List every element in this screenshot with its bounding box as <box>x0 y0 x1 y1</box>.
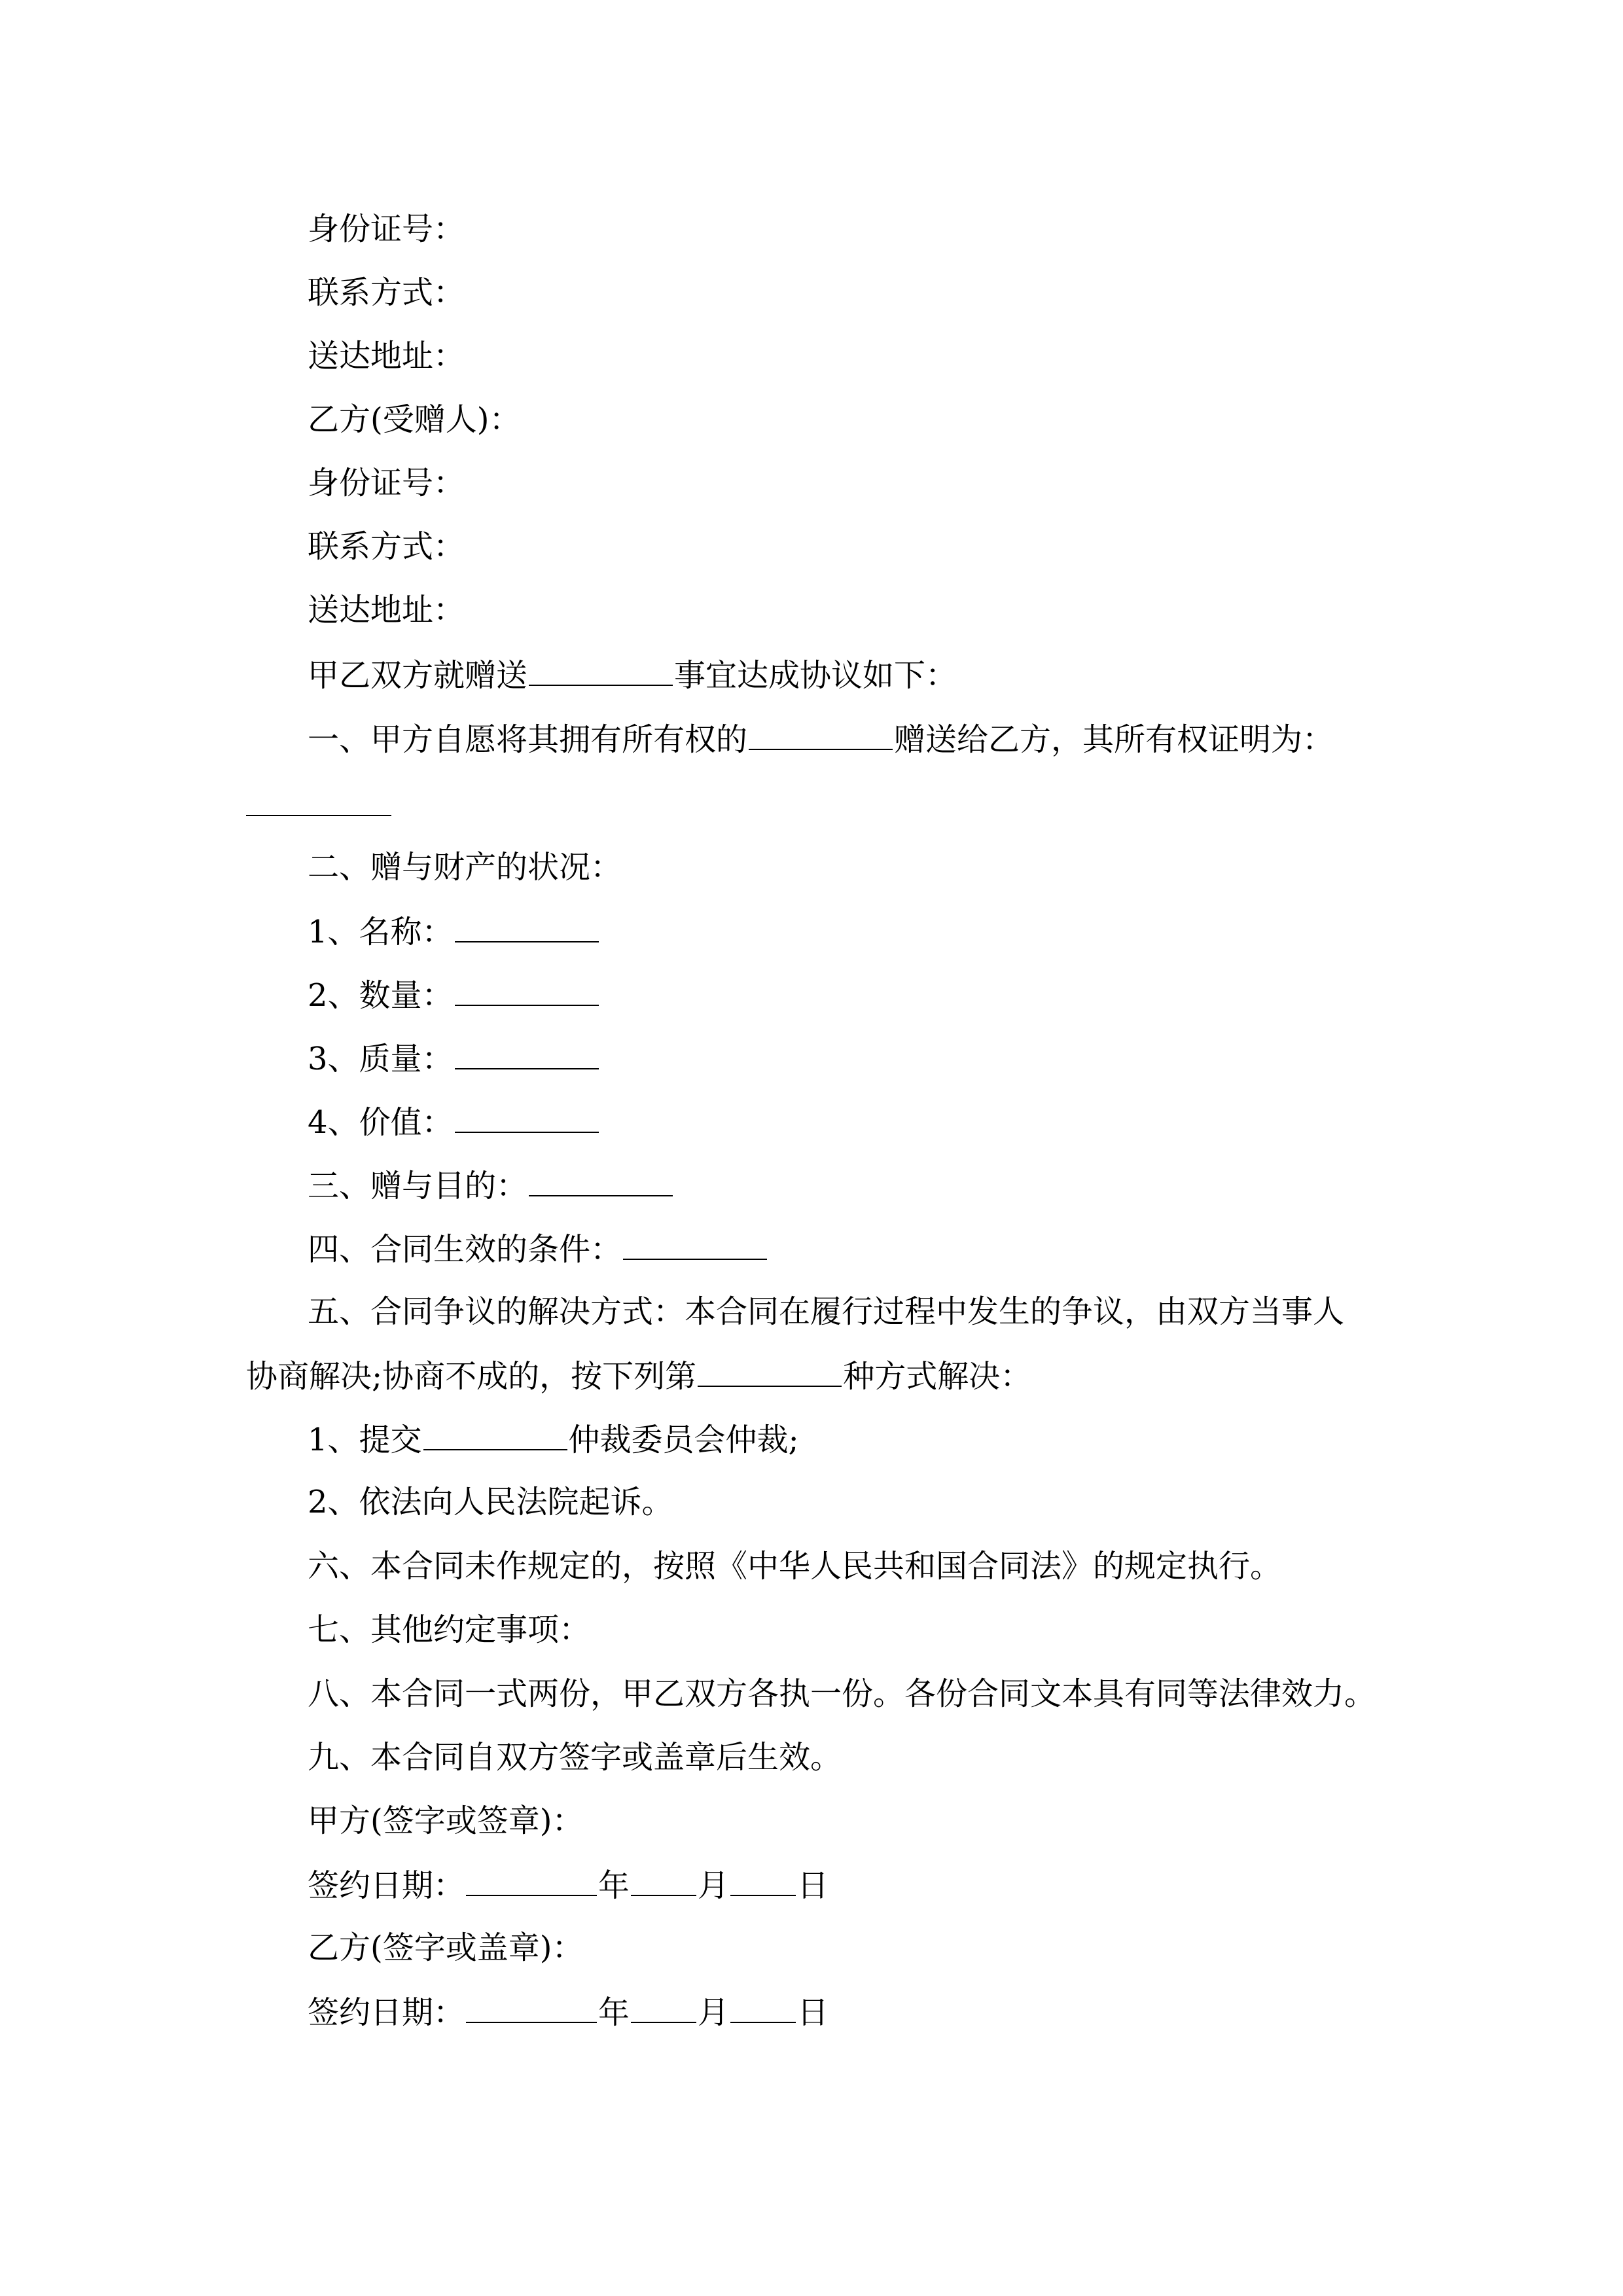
year-label: 年 <box>598 1867 630 1904</box>
option-1-after: 仲裁委员会仲裁; <box>568 1422 799 1458</box>
property-name-label: 1、名称： <box>308 914 454 950</box>
party-a-day-blank[interactable] <box>730 1858 796 1896</box>
party-b-day-blank[interactable] <box>730 1985 796 2023</box>
property-name-line <box>308 905 600 957</box>
party-b-signature-label: 乙方(签字或盖章)： <box>308 1929 584 1966</box>
party-b-contact-label: 联系方式： <box>308 528 465 565</box>
party-b-title: 乙方(受赠人)： <box>308 401 521 438</box>
clause-5-option-2: 2、依法向人民法院起诉。 <box>308 1484 673 1520</box>
resolution-method-blank[interactable] <box>698 1349 842 1387</box>
party-a-contact-label: 联系方式： <box>308 274 465 311</box>
property-value-line <box>308 1095 600 1147</box>
month-label: 月 <box>698 1994 730 2031</box>
clause-1-after: 赠送给乙方，其所有权证明为： <box>894 721 1334 758</box>
clause-5-option-1 <box>308 1412 799 1465</box>
party-a-month-blank[interactable] <box>631 1858 696 1896</box>
clause-6: 六、本合同未作规定的，按照《中华人民共和国合同法》的规定执行。 <box>308 1548 1282 1585</box>
party-b-month-blank[interactable] <box>631 1985 696 2023</box>
property-name-blank[interactable] <box>455 905 599 942</box>
party-b-sign-date <box>308 1985 829 2037</box>
clause-3 <box>308 1158 674 1211</box>
clause-8: 八、本合同一式两份，甲乙双方各执一份。各份合同文本具有同等法律效力。 <box>308 1676 1376 1712</box>
intro-after: 事宜达成协议如下： <box>674 657 957 694</box>
property-quantity-label: 2、数量： <box>308 977 454 1014</box>
property-value-blank[interactable] <box>455 1095 599 1133</box>
property-value-label: 4、价值： <box>308 1104 454 1141</box>
property-quality-label: 3、质量： <box>308 1041 454 1077</box>
clause-4-label: 四、合同生效的条件： <box>308 1231 622 1268</box>
sign-date-label: 签约日期： <box>308 1994 465 2031</box>
property-quality-blank[interactable] <box>455 1031 599 1069</box>
clause-5-line-1: 五、合同争议的解决方式：本合同在履行过程中发生的争议，由双方当事人 <box>308 1293 1345 1330</box>
option-1-before: 1、提交 <box>308 1422 422 1458</box>
intro-paragraph <box>308 648 957 700</box>
party-b-id-label: 身份证号： <box>308 465 465 501</box>
clause-7: 七、其他约定事项： <box>308 1611 591 1648</box>
property-quantity-line <box>308 968 600 1020</box>
property-quantity-blank[interactable] <box>455 968 599 1006</box>
ownership-proof-blank[interactable] <box>246 815 391 816</box>
clause-9: 九、本合同自双方签字或盖章后生效。 <box>308 1739 842 1776</box>
clause-1 <box>308 712 1334 764</box>
clause-5-line-2-after: 种方式解决： <box>843 1358 1032 1395</box>
intro-before: 甲乙双方就赠送 <box>308 657 528 694</box>
party-b-year-blank[interactable] <box>466 1985 597 2023</box>
party-a-id-label: 身份证号： <box>308 211 465 247</box>
party-a-year-blank[interactable] <box>466 1858 597 1896</box>
property-quality-line <box>308 1031 600 1084</box>
party-a-signature-label: 甲方(签字或签章)： <box>308 1803 584 1839</box>
day-label: 日 <box>797 1994 829 2031</box>
year-label: 年 <box>598 1994 630 2031</box>
sign-date-label: 签约日期： <box>308 1867 465 1904</box>
arbitration-committee-blank[interactable] <box>423 1412 567 1450</box>
effective-condition-blank[interactable] <box>623 1222 767 1260</box>
gift-matter-blank[interactable] <box>529 648 673 686</box>
clause-4 <box>308 1222 768 1274</box>
party-b-address-label: 送达地址： <box>308 592 465 628</box>
gift-purpose-blank[interactable] <box>529 1158 673 1196</box>
clause-2-title: 二、赠与财产的状况： <box>308 849 622 886</box>
owned-property-blank[interactable] <box>749 712 893 750</box>
day-label: 日 <box>797 1867 829 1904</box>
month-label: 月 <box>698 1867 730 1904</box>
clause-5-line-2 <box>246 1349 1031 1401</box>
party-a-sign-date <box>308 1858 829 1910</box>
party-a-address-label: 送达地址： <box>308 338 465 374</box>
clause-1-before: 一、甲方自愿将其拥有所有权的 <box>308 721 748 758</box>
clause-3-label: 三、赠与目的： <box>308 1168 528 1204</box>
clause-5-line-2-before: 协商解决;协商不成的，按下列第 <box>246 1358 697 1395</box>
